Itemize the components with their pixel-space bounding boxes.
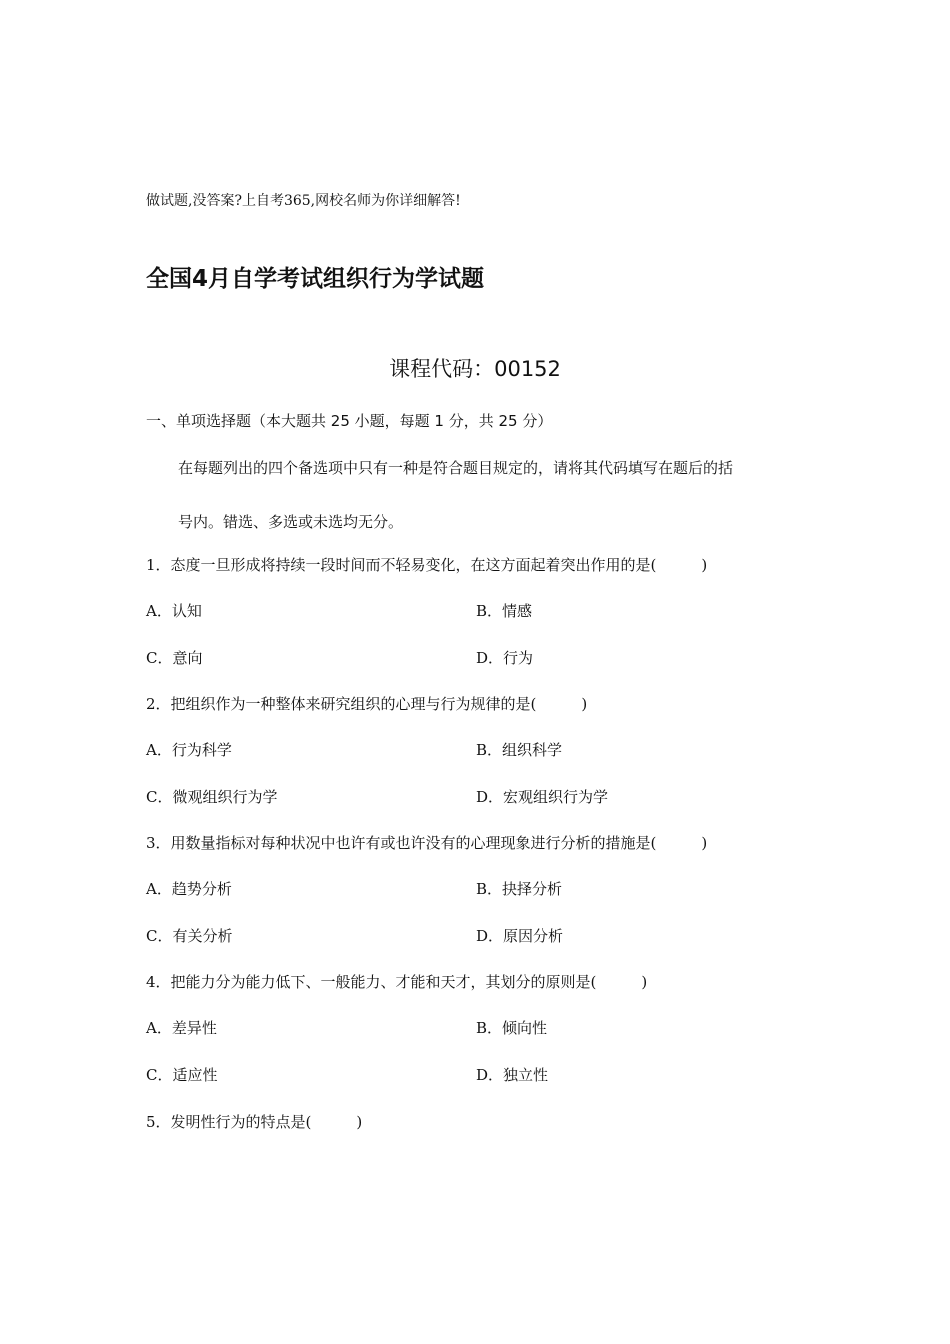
question-1-option-c: C．意向 xyxy=(146,649,203,667)
question-4-option-a: A．差异性 xyxy=(146,1019,217,1037)
question-4-option-d: D．独立性 xyxy=(476,1066,549,1084)
question-3-option-c: C．有关分析 xyxy=(146,927,233,945)
question-2-stem: 2．把组织作为一种整体来研究组织的心理与行为规律的是( ) xyxy=(146,695,588,713)
question-3-option-a: A．趋势分析 xyxy=(146,880,232,898)
question-2-option-c: C．微观组织行为学 xyxy=(146,788,278,806)
exam-title: 全国4月自学考试组织行为学试题 xyxy=(146,266,485,292)
question-4-option-c: C．适应性 xyxy=(146,1066,218,1084)
section-heading: 一、单项选择题（本大题共 25 小题，每题 1 分，共 25 分） xyxy=(146,412,553,430)
question-4-stem: 4．把能力分为能力低下、一般能力、才能和天才，其划分的原则是( ) xyxy=(146,973,648,991)
question-2-option-d: D．宏观组织行为学 xyxy=(476,788,609,806)
course-code: 课程代码：00152 xyxy=(389,357,561,381)
question-5-stem: 5．发明性行为的特点是( ) xyxy=(146,1113,363,1131)
instructions-line-2: 号内。错选、多选或未选均无分。 xyxy=(178,513,404,531)
question-1-stem: 1．态度一旦形成将持续一段时间而不轻易变化，在这方面起着突出作用的是( ) xyxy=(146,556,708,574)
instructions-line-1: 在每题列出的四个备选项中只有一种是符合题目规定的，请将其代码填写在题后的括 xyxy=(178,459,734,477)
question-3-stem: 3．用数量指标对每种状况中也许有或也许没有的心理现象进行分析的措施是( ) xyxy=(146,834,708,852)
question-2-option-a: A．行为科学 xyxy=(146,741,232,759)
question-4-option-b: B．倾向性 xyxy=(476,1019,548,1037)
question-1-option-a: A．认知 xyxy=(146,602,202,620)
question-3-option-d: D．原因分析 xyxy=(476,927,564,945)
question-2-option-b: B．组织科学 xyxy=(476,741,563,759)
question-1-option-d: D．行为 xyxy=(476,649,534,667)
promo-text: 做试题,没答案?上自考365,网校名师为你详细解答! xyxy=(146,193,461,209)
question-1-option-b: B．情感 xyxy=(476,602,533,620)
question-3-option-b: B．抉择分析 xyxy=(476,880,563,898)
